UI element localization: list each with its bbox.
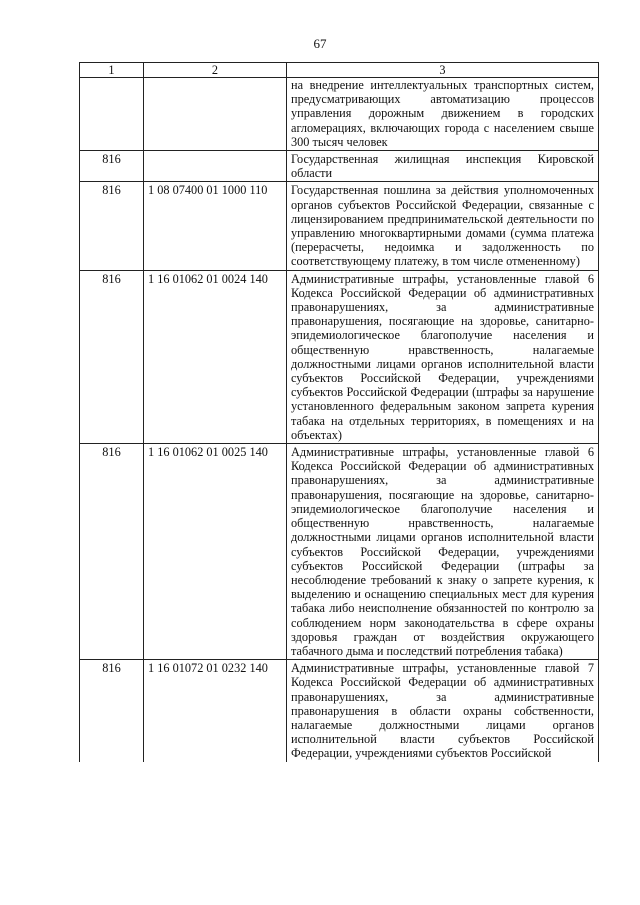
table-header-row: [80, 63, 599, 78]
administrator-code-cell: [80, 78, 144, 151]
budget-code-cell: 1 16 01062 01 0024 140: [144, 270, 287, 443]
revenue-codes-table: [79, 62, 599, 762]
description-cell: Государственная жилищная инспекция Кировской области: [287, 151, 599, 182]
column-header-3: 3: [287, 63, 599, 78]
administrator-code-cell: 816: [80, 182, 144, 270]
administrator-code-cell: 816: [80, 660, 144, 762]
description-cell: на внедрение интеллектуальных транспортных систем, предусматривающих автоматизацию процессов управления дорожным движением в городских агломерациях, включающих города с населением свыше 300 тысяч человек: [287, 78, 599, 151]
administrator-code-cell: 816: [80, 444, 144, 660]
table-row: [80, 270, 599, 443]
table-row: [80, 660, 599, 762]
description-cell: Административные штрафы, установленные главой 6 Кодекса Российской Федерации об административных правонарушениях, за административные правонарушения, посягающие на здоровье, санитарно-эпидемиологическое благополучие населения и общественную нравственность, налагаемые должностными лицами органов исполнительной власти субъектов Российской Федерации, учреждениями субъектов Российской Федерации (штрафы за нарушение установленного федеральным законом запрета курения табака на отдельных территориях, в помещениях и на объектах): [287, 270, 599, 443]
table-row: [80, 151, 599, 182]
budget-code-cell: [144, 151, 287, 182]
column-header-1: 1: [80, 63, 144, 78]
description-cell: Государственная пошлина за действия уполномоченных органов субъектов Российской Федерации, связанные с лицензированием предпринимательской деятельности по управлению многоквартирными домами (сумма платежа (перерасчеты, недоимка и задолженность по соответствующему платежу, в том числе отмененному): [287, 182, 599, 270]
table-row: [80, 182, 599, 270]
budget-code-cell: 1 16 01072 01 0232 140: [144, 660, 287, 762]
description-cell: Административные штрафы, установленные главой 6 Кодекса Российской Федерации об административных правонарушениях, за административные правонарушения, посягающие на здоровье, санитарно-эпидемиологическое благополучие населения и общественную нравственность, налагаемые должностными лицами органов исполнительной власти субъектов Российской Федерации, учреждениями субъектов Российской Федерации (штрафы за несоблюдение требований к знаку о запрете курения, к выделению и оснащению специальных мест для курения табака либо неисполнение обязанностей по контролю за соблюдением норм законодательства в сфере охраны здоровья граждан от воздействия окружающего табачного дыма и последствий потребления табака): [287, 444, 599, 660]
budget-code-cell: [144, 78, 287, 151]
column-header-2: 2: [144, 63, 287, 78]
description-cell: Административные штрафы, установленные главой 7 Кодекса Российской Федерации об административных правонарушениях, за административные правонарушения в области охраны собственности, налагаемые должностными лицами органов исполнительной власти субъектов Российской Федерации, учреждениями субъектов Российской: [287, 660, 599, 762]
table-row: [80, 444, 599, 660]
administrator-code-cell: 816: [80, 151, 144, 182]
budget-code-cell: 1 08 07400 01 1000 110: [144, 182, 287, 270]
page-number: 67: [313, 36, 327, 51]
budget-code-cell: 1 16 01062 01 0025 140: [144, 444, 287, 660]
table-row: [80, 78, 599, 151]
administrator-code-cell: 816: [80, 270, 144, 443]
